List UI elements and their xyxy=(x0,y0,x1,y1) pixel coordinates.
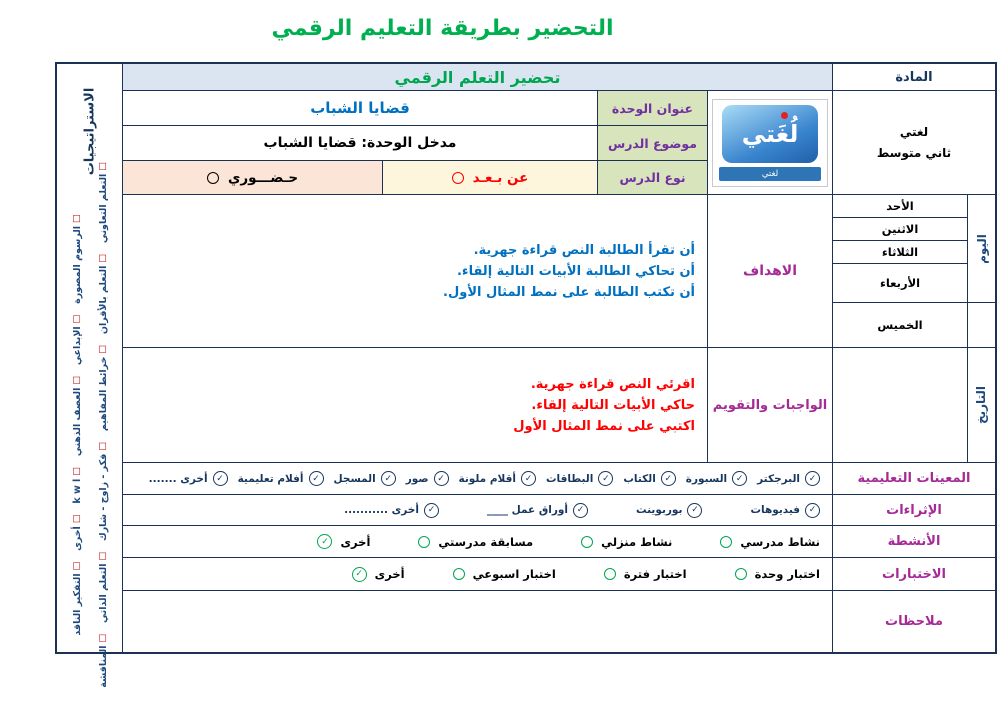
aid-item: ✓ أفلام تعليمية xyxy=(238,471,324,486)
check-circle-icon[interactable] xyxy=(213,471,228,486)
lesson-type-inperson-option: حـضـــوري xyxy=(122,160,382,194)
strategy-item: □ الرسوم المصورة xyxy=(72,214,83,303)
checkbox-icon[interactable] xyxy=(73,562,82,571)
test-option: اختبار وحدة xyxy=(735,567,820,581)
prep-table xyxy=(55,62,997,688)
enrichments-row-label: الإثراءات xyxy=(832,494,995,525)
checkbox-icon[interactable] xyxy=(99,345,108,354)
subject-value-cell: لغتي ثاني متوسط xyxy=(832,90,995,194)
strategy-item: □ خرائط المفاهيم xyxy=(98,345,109,431)
check-circle-icon[interactable] xyxy=(352,567,367,582)
checkbox-icon[interactable] xyxy=(73,467,82,476)
logo-cell xyxy=(707,90,832,194)
lesson-topic-value: مدخل الوحدة: قضايا الشباب xyxy=(122,125,597,160)
day-row: الأحد xyxy=(832,194,967,217)
day-column-label: اليوم xyxy=(967,194,995,302)
check-circle-icon[interactable] xyxy=(805,471,820,486)
check-circle-icon[interactable] xyxy=(521,471,536,486)
strategies-title: الاستراتيجيات xyxy=(82,87,97,176)
enrichment-item: ✓ بوربوينت xyxy=(636,503,702,518)
page-title: التحضير بطريقة التعليم الرقمي xyxy=(271,16,614,41)
activities-row-label: الأنشطة xyxy=(832,525,995,557)
checkbox-icon[interactable] xyxy=(99,552,108,561)
aid-item: ✓ السبورة xyxy=(686,471,747,486)
lesson-type-label: نوع الدرس xyxy=(597,160,707,194)
aid-item: ✓ أخرى ....... xyxy=(149,471,228,486)
activity-option: نشاط منزلي xyxy=(581,535,672,549)
enrichment-item: ✓ فيديوهات xyxy=(750,503,820,518)
table-header: تحضير التعلم الرقمي xyxy=(122,64,832,90)
radio-circle-icon[interactable] xyxy=(207,172,219,184)
homework-line: حاكي الأبيات التالية إلقاء. xyxy=(531,397,695,413)
day-row: الثلاثاء xyxy=(832,240,967,263)
checkbox-icon[interactable] xyxy=(99,254,108,263)
tests-row xyxy=(122,557,832,590)
aid-item: ✓ الكتاب xyxy=(623,471,675,486)
enrichment-item: ✓ أخرى ........... xyxy=(344,503,439,518)
check-circle-icon[interactable] xyxy=(732,471,747,486)
objectives-label: الاهداف xyxy=(707,194,832,347)
check-circle-icon[interactable] xyxy=(661,471,676,486)
homework-line: اكتبي على نمط المثال الأول xyxy=(513,418,695,434)
notes-row-label: ملاحظات xyxy=(832,590,995,652)
aid-item: ✓ صور xyxy=(406,471,449,486)
test-option-other: أخرى ✓ xyxy=(352,567,405,582)
strategy-item: □ العصف الذهني xyxy=(72,376,83,456)
tests-row-label: الاختبارات xyxy=(832,557,995,590)
logo-dot-icon xyxy=(781,112,788,119)
empty-cell xyxy=(967,302,995,347)
strategy-item: □ فكر - زاوج - شارك xyxy=(98,442,109,541)
check-circle-icon[interactable] xyxy=(598,471,613,486)
unit-title-label: عنوان الوحدة xyxy=(597,90,707,125)
radio-circle-icon[interactable] xyxy=(720,536,732,548)
lesson-type-remote-option: عن بـعـد xyxy=(382,160,597,194)
check-circle-icon[interactable] xyxy=(805,503,820,518)
date-empty-cell xyxy=(832,347,967,462)
strategies-list-inner xyxy=(94,173,112,688)
activity-option: مسابقة مدرستي xyxy=(418,535,533,549)
activities-row xyxy=(122,525,832,557)
aid-item: ✓ البرجكتر xyxy=(757,471,820,486)
lesson-topic-label: موضوع الدرس xyxy=(597,125,707,160)
enrichment-item: ✓ أوراق عمل ____ xyxy=(487,503,588,518)
lughati-logo-mark: لُغَتي xyxy=(722,105,818,163)
lughati-logo xyxy=(712,99,828,187)
radio-circle-icon[interactable] xyxy=(581,536,593,548)
checkbox-icon[interactable] xyxy=(99,442,108,451)
date-column-label: التاريخ xyxy=(967,347,995,462)
check-circle-icon[interactable] xyxy=(573,503,588,518)
checkbox-icon[interactable] xyxy=(73,376,82,385)
strategy-item: □ أخرى xyxy=(72,515,83,551)
strategy-item: □ الإبداعي xyxy=(72,315,83,365)
check-circle-icon[interactable] xyxy=(687,503,702,518)
aids-row xyxy=(122,462,832,494)
checkbox-icon[interactable] xyxy=(99,162,108,171)
strategy-item: □ التعلم الذاتي xyxy=(98,552,109,623)
radio-circle-icon[interactable] xyxy=(604,568,616,580)
activity-option-other: أخرى ✓ xyxy=(317,534,370,549)
aid-item: ✓ البطاقات xyxy=(546,471,613,486)
checkbox-icon[interactable] xyxy=(73,515,82,524)
objective-line: أن تقرأ الطالبة النص قراءة جهرية. xyxy=(473,242,695,258)
strategies-column xyxy=(57,64,122,688)
strategy-item: □ التعلم بالأقران xyxy=(98,254,109,334)
strategy-item: □ التفكير الناقد xyxy=(72,562,83,636)
unit-title-value: قضايا الشباب xyxy=(122,90,597,125)
objective-line: أن تكتب الطالبة على نمط المثال الأول. xyxy=(443,284,695,300)
objective-line: أن تحاكي الطالبة الأبيات التالية إلقاء. xyxy=(456,263,695,279)
subject-header-cell: المادة xyxy=(832,64,995,90)
day-row: الأربعاء xyxy=(832,263,967,302)
aid-item: ✓ المسجل xyxy=(334,471,396,486)
strategy-item: □ التعلم التعاوني xyxy=(98,162,109,243)
aid-item: ✓ أقلام ملونة xyxy=(459,471,536,486)
radio-circle-icon[interactable] xyxy=(452,172,464,184)
objectives-text xyxy=(122,194,707,347)
homework-text xyxy=(122,347,707,462)
radio-circle-icon[interactable] xyxy=(453,568,465,580)
radio-circle-icon[interactable] xyxy=(735,568,747,580)
activity-option: نشاط مدرسي xyxy=(720,535,820,549)
strategies-list-outer xyxy=(68,200,86,650)
checkbox-icon[interactable] xyxy=(73,214,82,223)
day-row: الاثنين xyxy=(832,217,967,240)
test-option: اختبار اسبوعي xyxy=(453,567,556,581)
check-circle-icon[interactable] xyxy=(309,471,324,486)
check-circle-icon[interactable] xyxy=(381,471,396,486)
checkbox-icon[interactable] xyxy=(99,634,108,643)
checkbox-icon[interactable] xyxy=(73,315,82,324)
strategy-item: □ k w l xyxy=(72,467,83,503)
notes-cell xyxy=(122,590,832,652)
strategy-item: □ المناقشة xyxy=(98,634,109,688)
aids-row-label: المعينات التعليمية xyxy=(832,462,995,494)
check-circle-icon[interactable] xyxy=(434,471,449,486)
logo-banner: لغتي xyxy=(719,167,821,181)
test-option: اختبار فترة xyxy=(604,567,687,581)
enrichments-row xyxy=(122,494,832,525)
check-circle-icon[interactable] xyxy=(317,534,332,549)
radio-circle-icon[interactable] xyxy=(418,536,430,548)
homework-label: الواجبات والتقويم xyxy=(707,347,832,462)
homework-line: اقرئي النص قراءة جهرية. xyxy=(530,376,695,392)
day-row: الخميس xyxy=(832,302,967,347)
check-circle-icon[interactable] xyxy=(424,503,439,518)
